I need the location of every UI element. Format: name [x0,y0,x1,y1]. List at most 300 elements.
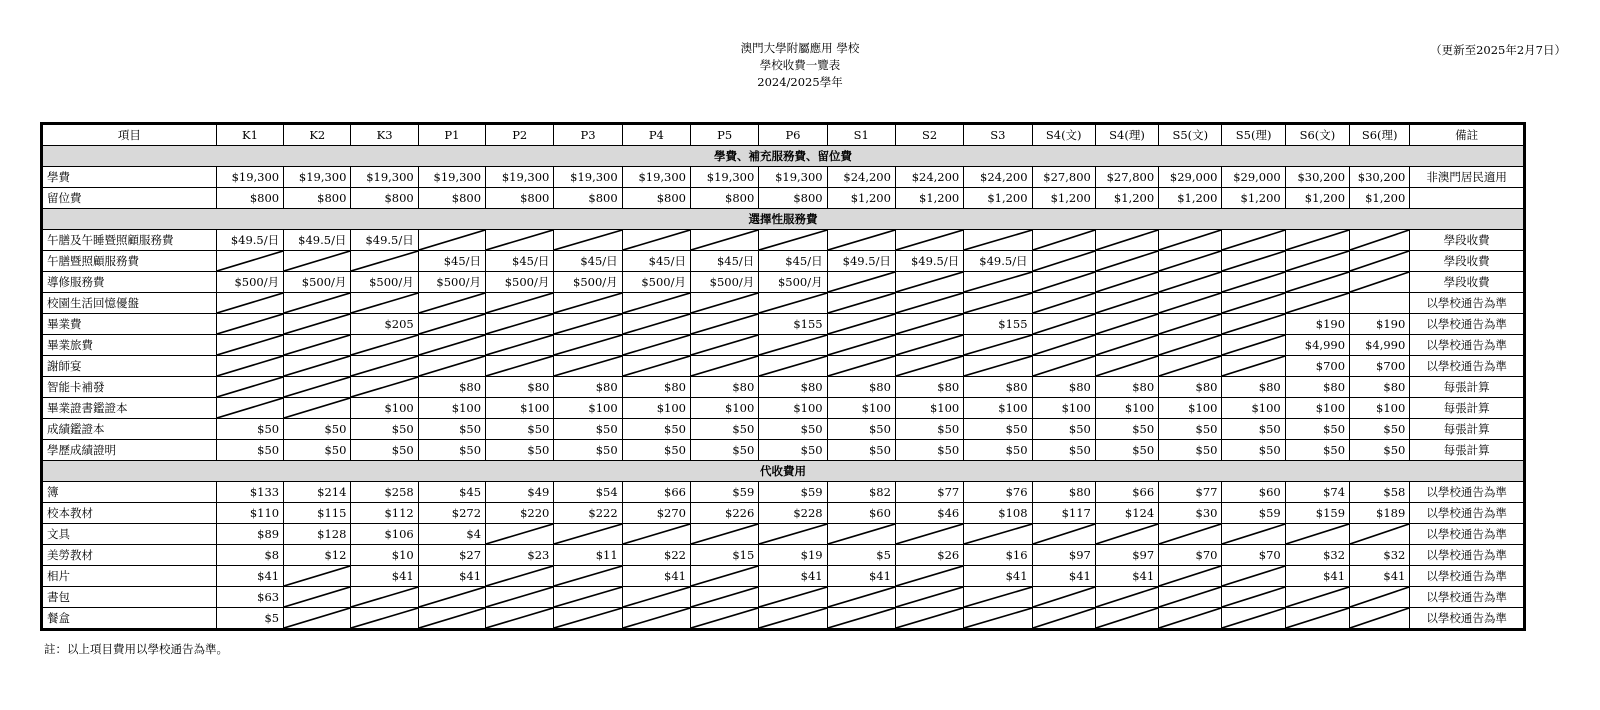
not-applicable-cell [1350,608,1410,630]
fee-cell: $50 [1159,419,1222,440]
not-applicable-cell [554,335,622,356]
fee-cell: $1,200 [1095,188,1158,209]
item-label: 文具 [42,524,217,545]
fee-cell: $800 [691,188,759,209]
column-header: P1 [418,124,485,146]
fee-cell: $49.5/日 [964,251,1032,272]
fee-cell: $50 [1159,440,1222,461]
table-row [42,524,1525,545]
item-label: 謝師宴 [42,356,217,377]
fee-cell: $70 [1222,545,1285,566]
not-applicable-cell [1159,314,1222,335]
fee-cell: $97 [1095,545,1158,566]
not-applicable-cell [622,314,690,335]
fee-cell: $19,300 [284,167,351,188]
not-applicable-cell [895,608,963,630]
fee-cell: $49.5/日 [351,230,418,251]
item-label: 相片 [42,566,217,587]
not-applicable-cell [351,587,418,608]
fee-cell: $11 [554,545,622,566]
not-applicable-cell [486,230,554,251]
not-applicable-cell [1159,524,1222,545]
fee-cell: $80 [691,377,759,398]
table-row [42,608,1525,630]
table-row [42,167,1525,188]
fee-cell: $50 [1350,419,1410,440]
fee-cell: $70 [1159,545,1222,566]
column-header: S1 [827,124,895,146]
fee-cell: $100 [1159,398,1222,419]
fee-cell: $100 [418,398,485,419]
not-applicable-cell [964,524,1032,545]
remark-cell: 以學校通告為準 [1410,293,1525,314]
column-header: S6(文) [1285,124,1349,146]
fee-cell: $41 [827,566,895,587]
not-applicable-cell [622,356,690,377]
not-applicable-cell [827,335,895,356]
fee-cell: $100 [486,398,554,419]
not-applicable-cell [1285,251,1349,272]
document-header [0,40,1600,91]
fee-cell: $49.5/日 [895,251,963,272]
not-applicable-cell [1032,251,1095,272]
fee-cell: $500/月 [486,272,554,293]
not-applicable-cell [1095,314,1158,335]
fee-cell: $80 [1350,377,1410,398]
column-header: S2 [895,124,963,146]
column-header: S4(理) [1095,124,1158,146]
not-applicable-cell [486,587,554,608]
fee-cell: $80 [759,377,827,398]
fee-cell: $800 [759,188,827,209]
fee-cell: $50 [759,419,827,440]
academic-year: 2024/2025學年 [757,75,843,89]
fee-cell: $100 [691,398,759,419]
fee-cell: $46 [895,503,963,524]
fee-cell: $112 [351,503,418,524]
not-applicable-cell [759,587,827,608]
fee-cell: $45/日 [554,251,622,272]
item-label: 畢業證書鑑證本 [42,398,217,419]
item-label: 學費 [42,167,217,188]
not-applicable-cell [284,377,351,398]
table-header-row [42,124,1525,146]
not-applicable-cell [1159,335,1222,356]
fee-cell: $19,300 [759,167,827,188]
not-applicable-cell [1222,293,1285,314]
fee-cell: $500/月 [554,272,622,293]
fee-cell: $800 [418,188,485,209]
fee-cell: $500/月 [691,272,759,293]
not-applicable-cell [486,335,554,356]
not-applicable-cell [1350,272,1410,293]
not-applicable-cell [964,293,1032,314]
table-row [42,440,1525,461]
not-applicable-cell [1222,608,1285,630]
fee-cell: $32 [1285,545,1349,566]
not-applicable-cell [486,566,554,587]
not-applicable-cell [486,314,554,335]
fee-cell: $49.5/日 [284,230,351,251]
not-applicable-cell [351,293,418,314]
not-applicable-cell [964,356,1032,377]
fee-cell: $100 [554,398,622,419]
not-applicable-cell [827,230,895,251]
fee-cell: $41 [759,566,827,587]
fee-cell: $226 [691,503,759,524]
fee-cell: $50 [1350,440,1410,461]
not-applicable-cell [691,230,759,251]
fee-cell: $41 [1095,566,1158,587]
table-row [42,482,1525,503]
fee-cell: $19,300 [554,167,622,188]
not-applicable-cell [759,524,827,545]
table-row [42,272,1525,293]
fee-cell: $115 [284,503,351,524]
not-applicable-cell [1222,230,1285,251]
not-applicable-cell [964,335,1032,356]
fee-cell: $205 [351,314,418,335]
table-body [42,146,1525,630]
not-applicable-cell [1095,293,1158,314]
fee-cell: $24,200 [895,167,963,188]
fee-cell: $228 [759,503,827,524]
fee-cell: $80 [1032,482,1095,503]
not-applicable-cell [691,356,759,377]
fee-cell: $800 [622,188,690,209]
remark-cell: 非澳門居民適用 [1410,167,1525,188]
table-row [42,377,1525,398]
remark-cell: 以學校通告為準 [1410,545,1525,566]
fee-cell: $1,200 [827,188,895,209]
not-applicable-cell [1159,587,1222,608]
school-name: 澳門大學附屬應用 學校 [740,41,860,55]
fee-cell: $189 [1350,503,1410,524]
fee-cell: $4 [418,524,485,545]
fee-cell: $100 [759,398,827,419]
fee-cell: $272 [418,503,485,524]
not-applicable-cell [1032,314,1095,335]
fee-cell: $50 [964,440,1032,461]
not-applicable-cell [486,608,554,630]
not-applicable-cell [1159,566,1222,587]
remark-cell: 每張計算 [1410,398,1525,419]
fee-cell: $222 [554,503,622,524]
not-applicable-cell [486,356,554,377]
fee-table [40,122,1526,631]
fee-cell: $50 [964,419,1032,440]
not-applicable-cell [964,272,1032,293]
fee-cell: $800 [351,188,418,209]
fee-cell: $19,300 [418,167,485,188]
not-applicable-cell [1095,272,1158,293]
not-applicable-cell [1159,230,1222,251]
not-applicable-cell [418,587,485,608]
not-applicable-cell [284,335,351,356]
table-row [42,293,1525,314]
not-applicable-cell [1032,356,1095,377]
not-applicable-cell [1285,587,1349,608]
column-header: S5(理) [1222,124,1285,146]
fee-cell: $214 [284,482,351,503]
not-applicable-cell [284,293,351,314]
fee-cell: $50 [284,419,351,440]
not-applicable-cell [1032,524,1095,545]
section-title: 代收費用 [42,461,1525,482]
fee-cell: $50 [1032,419,1095,440]
not-applicable-cell [1285,272,1349,293]
not-applicable-cell [691,335,759,356]
fee-cell: $500/月 [216,272,283,293]
not-applicable-cell [216,398,283,419]
remark-cell [1410,188,1525,209]
not-applicable-cell [895,356,963,377]
table-row [42,230,1525,251]
fee-cell: $50 [486,440,554,461]
not-applicable-cell [486,524,554,545]
not-applicable-cell [1159,356,1222,377]
not-applicable-cell [1222,587,1285,608]
fee-cell: $270 [622,503,690,524]
not-applicable-cell [964,587,1032,608]
remark-cell: 以學校通告為準 [1410,335,1525,356]
fee-cell: $1,200 [1159,188,1222,209]
fee-cell: $77 [895,482,963,503]
fee-cell: $500/月 [351,272,418,293]
fee-cell: $50 [691,419,759,440]
fee-cell: $50 [1095,440,1158,461]
remark-cell: 每張計算 [1410,377,1525,398]
fee-cell: $100 [895,398,963,419]
not-applicable-cell [759,356,827,377]
not-applicable-cell [554,524,622,545]
not-applicable-cell [554,587,622,608]
item-label: 午膳及午睡暨照顧服務費 [42,230,217,251]
remark-cell: 以學校通告為準 [1410,524,1525,545]
fee-cell: $45/日 [691,251,759,272]
table-row [42,335,1525,356]
fee-cell: $74 [1285,482,1349,503]
not-applicable-cell [1032,335,1095,356]
item-label: 簿 [42,482,217,503]
fee-cell: $1,200 [1350,188,1410,209]
fee-cell: $80 [486,377,554,398]
not-applicable-cell [1032,230,1095,251]
fee-cell: $50 [486,419,554,440]
remark-cell: 以學校通告為準 [1410,587,1525,608]
item-label: 學歷成績證明 [42,440,217,461]
fee-cell: $27,800 [1095,167,1158,188]
item-label: 留位費 [42,188,217,209]
fee-cell: $59 [691,482,759,503]
table-row [42,545,1525,566]
not-applicable-cell [284,251,351,272]
fee-cell: $106 [351,524,418,545]
fee-cell: $80 [622,377,690,398]
fee-cell: $500/月 [418,272,485,293]
fee-cell: $108 [964,503,1032,524]
not-applicable-cell [1032,587,1095,608]
not-applicable-cell [691,293,759,314]
not-applicable-cell [1222,335,1285,356]
not-applicable-cell [284,587,351,608]
item-label: 餐盒 [42,608,217,630]
not-applicable-cell [216,377,283,398]
fee-cell: $50 [351,440,418,461]
not-applicable-cell [964,230,1032,251]
fee-cell: $80 [827,377,895,398]
fee-cell: $50 [691,440,759,461]
fee-cell: $30,200 [1285,167,1349,188]
fee-cell: $45/日 [622,251,690,272]
not-applicable-cell [895,272,963,293]
not-applicable-cell [622,335,690,356]
not-applicable-cell [1032,272,1095,293]
fee-cell: $27 [418,545,485,566]
fee-cell: $58 [1350,482,1410,503]
fee-cell: $50 [418,419,485,440]
not-applicable-cell [1222,566,1285,587]
not-applicable-cell [895,314,963,335]
fee-cell: $30,200 [1350,167,1410,188]
section-row [42,461,1525,482]
item-label: 校園生活回憶優盤 [42,293,217,314]
fee-cell: $19 [759,545,827,566]
not-applicable-cell [1222,272,1285,293]
not-applicable-cell [622,293,690,314]
fee-cell: $30 [1159,503,1222,524]
fee-cell: $50 [216,419,283,440]
item-label: 成績鑑證本 [42,419,217,440]
fee-cell: $100 [1285,398,1349,419]
fee-cell: $41 [1032,566,1095,587]
fee-cell: $100 [827,398,895,419]
table-row [42,251,1525,272]
footnote: 註：以上項目費用以學校通告為準。 [44,642,228,656]
fee-cell: $41 [418,566,485,587]
not-applicable-cell [827,272,895,293]
not-applicable-cell [1222,356,1285,377]
fee-cell: $100 [351,398,418,419]
fee-cell: $5 [827,545,895,566]
fee-cell: $700 [1285,356,1349,377]
fee-cell: $110 [216,503,283,524]
fee-cell: $50 [554,419,622,440]
fee-cell [1350,293,1410,314]
fee-cell: $41 [216,566,283,587]
not-applicable-cell [418,293,485,314]
not-applicable-cell [554,566,622,587]
not-applicable-cell [554,314,622,335]
fee-cell: $100 [1350,398,1410,419]
fee-cell: $76 [964,482,1032,503]
remark-cell: 學段收費 [1410,272,1525,293]
fee-cell: $97 [1032,545,1095,566]
fee-cell: $220 [486,503,554,524]
fee-cell: $4,990 [1350,335,1410,356]
item-label: 導修服務費 [42,272,217,293]
fee-cell: $23 [486,545,554,566]
not-applicable-cell [895,230,963,251]
column-header: P3 [554,124,622,146]
table-row [42,188,1525,209]
not-applicable-cell [827,314,895,335]
fee-cell: $80 [1159,377,1222,398]
fee-cell: $133 [216,482,283,503]
not-applicable-cell [759,293,827,314]
fee-cell: $80 [895,377,963,398]
column-header: S6(理) [1350,124,1410,146]
not-applicable-cell [1095,251,1158,272]
not-applicable-cell [284,608,351,630]
fee-cell: $100 [964,398,1032,419]
fee-cell: $50 [284,440,351,461]
fee-cell: $80 [418,377,485,398]
not-applicable-cell [1032,293,1095,314]
table-row [42,419,1525,440]
fee-cell: $80 [964,377,1032,398]
fee-cell: $41 [1285,566,1349,587]
remark-cell: 以學校通告為準 [1410,503,1525,524]
column-header: P4 [622,124,690,146]
fee-cell: $8 [216,545,283,566]
fee-cell: $50 [759,440,827,461]
fee-cell: $800 [554,188,622,209]
fee-cell: $54 [554,482,622,503]
fee-cell: $80 [554,377,622,398]
not-applicable-cell [964,608,1032,630]
not-applicable-cell [622,608,690,630]
fee-cell: $19,300 [622,167,690,188]
item-label: 畢業旅費 [42,335,217,356]
not-applicable-cell [284,398,351,419]
fee-cell: $16 [964,545,1032,566]
fee-cell: $77 [1159,482,1222,503]
not-applicable-cell [895,293,963,314]
not-applicable-cell [759,335,827,356]
not-applicable-cell [1285,293,1349,314]
not-applicable-cell [895,566,963,587]
fee-cell: $50 [1095,419,1158,440]
not-applicable-cell [284,356,351,377]
fee-cell: $19,300 [486,167,554,188]
fee-cell: $117 [1032,503,1095,524]
remark-cell: 以學校通告為準 [1410,356,1525,377]
not-applicable-cell [216,251,283,272]
column-header: P2 [486,124,554,146]
fee-cell: $50 [1285,419,1349,440]
not-applicable-cell [1350,251,1410,272]
fee-cell: $49.5/日 [827,251,895,272]
fee-cell: $800 [284,188,351,209]
document-title: 學校收費一覽表 [759,58,841,72]
not-applicable-cell [827,587,895,608]
item-label: 校本教材 [42,503,217,524]
fee-cell: $5 [216,608,283,630]
not-applicable-cell [1350,230,1410,251]
table-row [42,356,1525,377]
table-row [42,314,1525,335]
fee-cell: $80 [1285,377,1349,398]
fee-cell: $10 [351,545,418,566]
not-applicable-cell [554,230,622,251]
fee-cell: $45/日 [418,251,485,272]
fee-cell: $128 [284,524,351,545]
fee-cell: $50 [216,440,283,461]
not-applicable-cell [1285,524,1349,545]
not-applicable-cell [691,524,759,545]
section-row [42,146,1525,167]
